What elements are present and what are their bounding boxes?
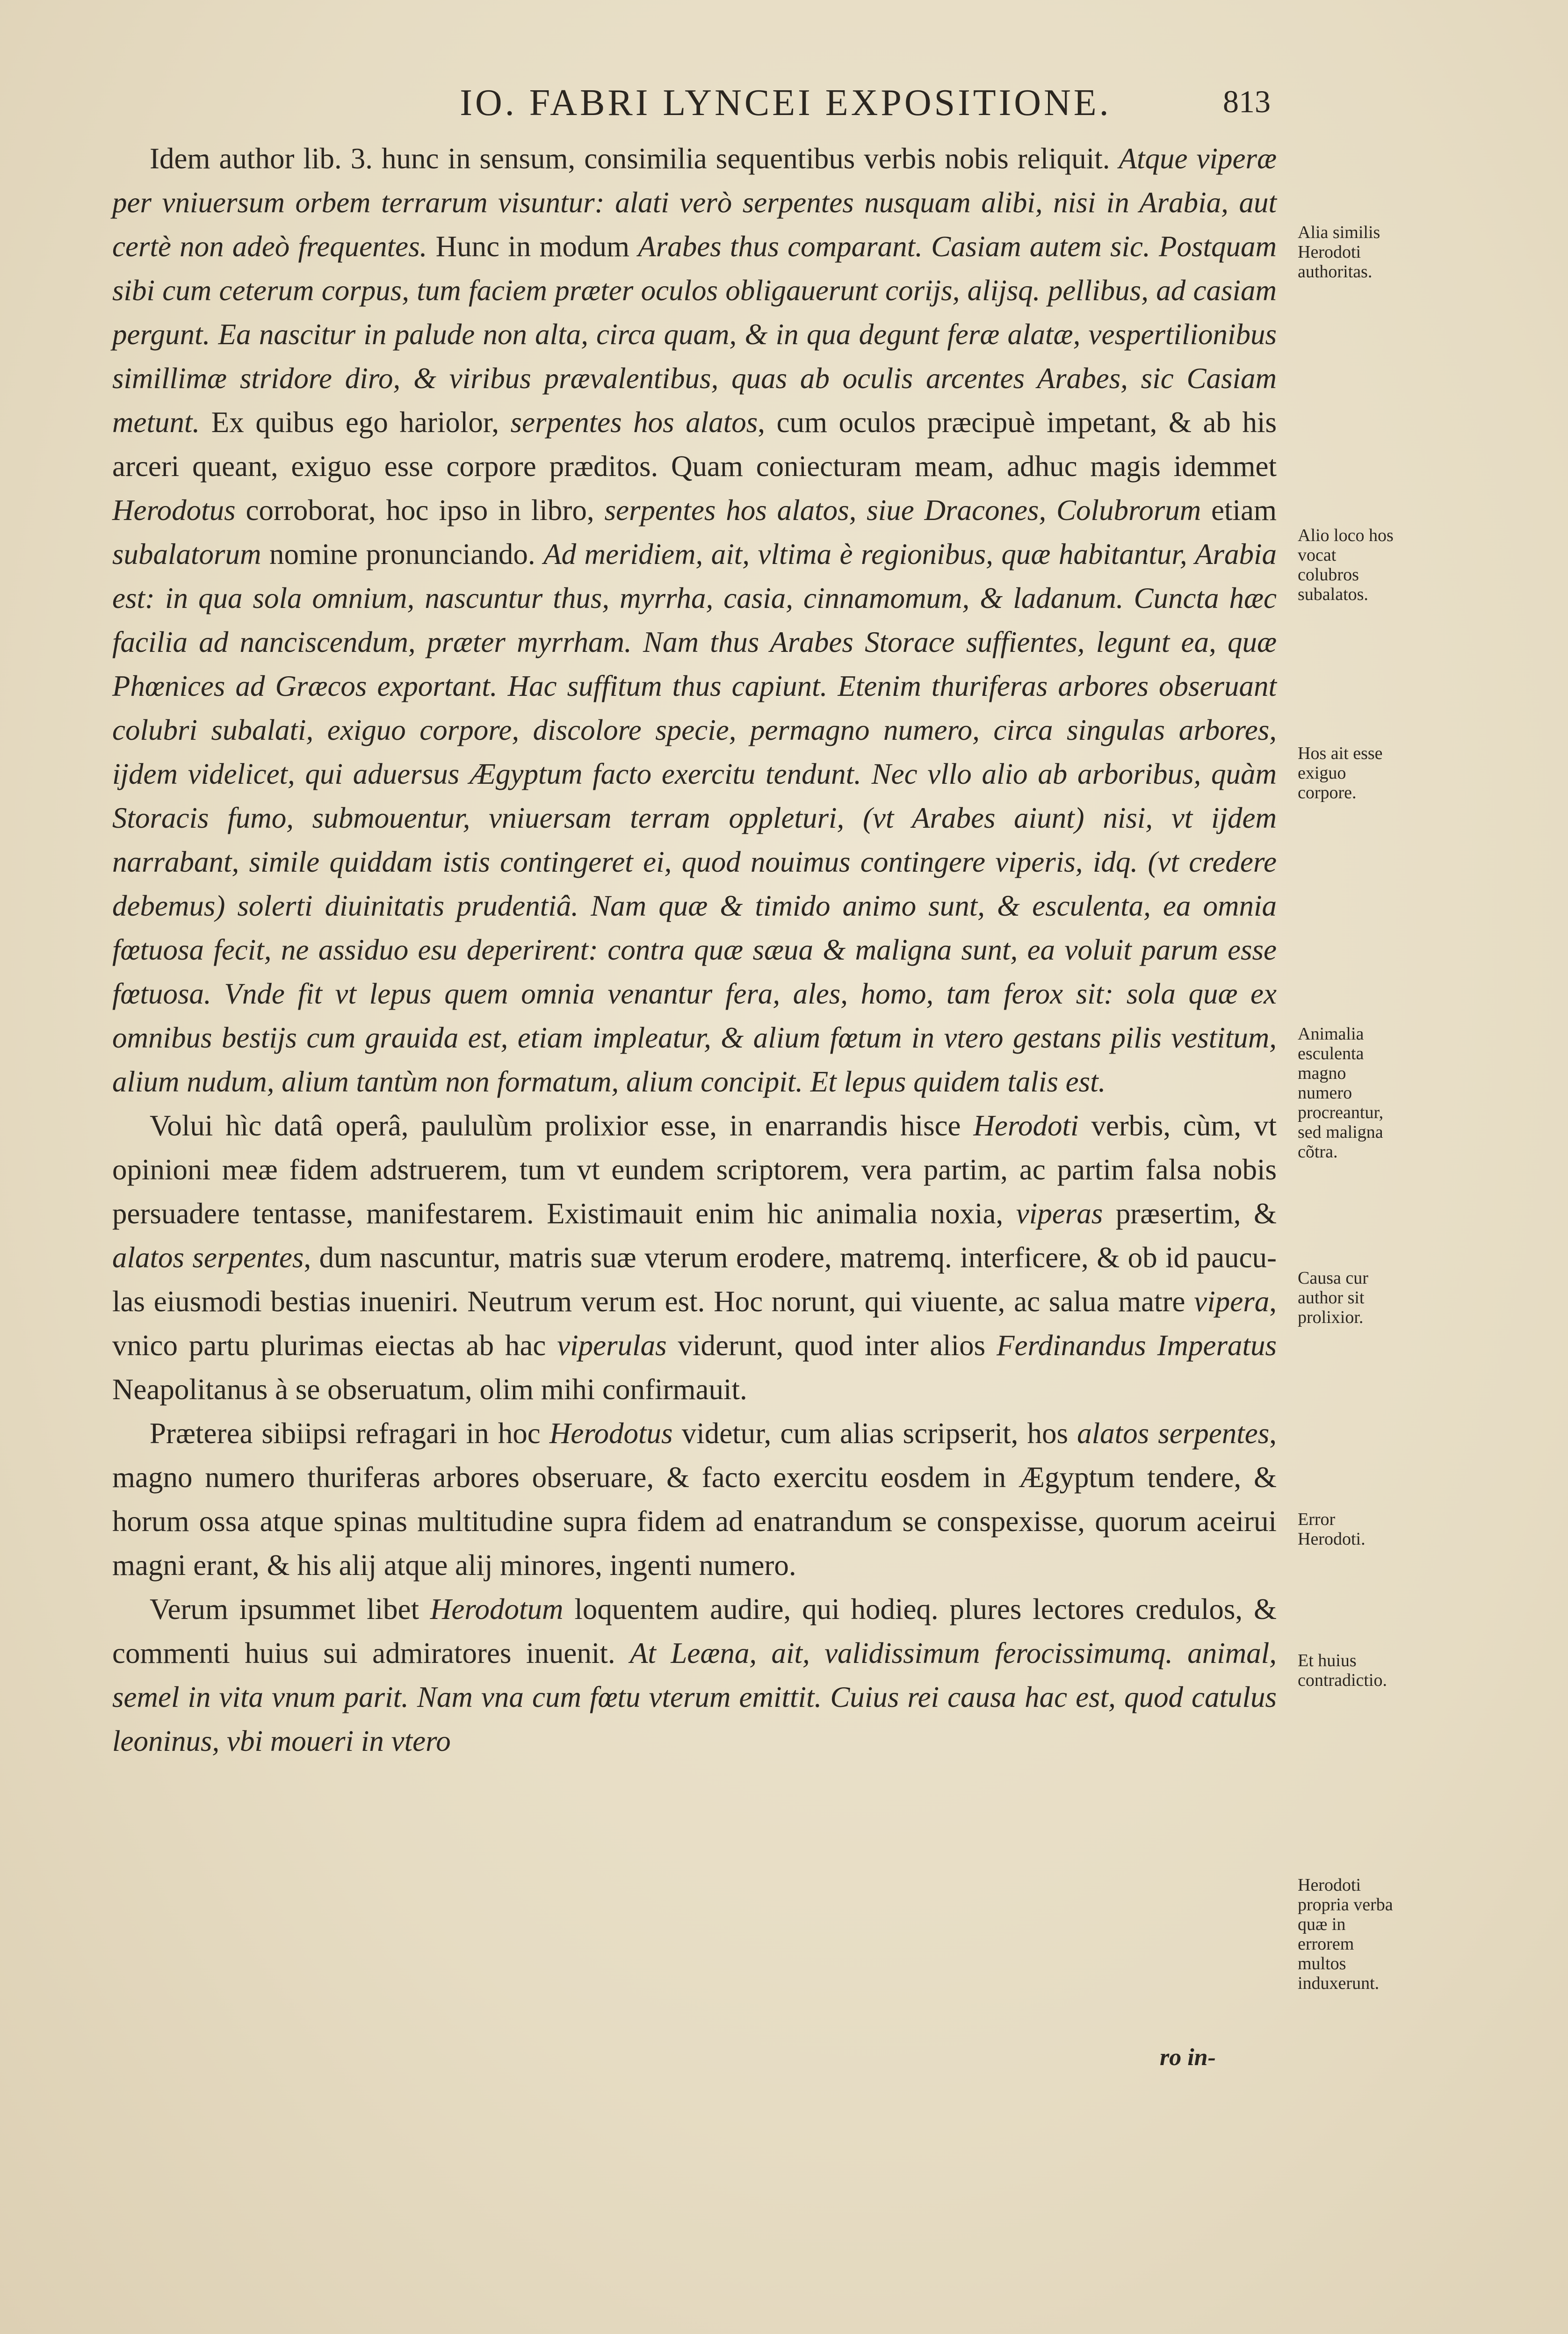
- roman-text-run: Verum ipsummet libet: [150, 1593, 430, 1626]
- italic-text-run: At Leæna, ait, validissimum ferocissimumq. animal, semel in vita vnum parit. Nam vna cum fœtu vterum emittit. Cuius rei causa hac est, quod catulus leoninus, vbi moueri in vtero: [112, 1637, 1277, 1757]
- italic-text-run: Herodotus: [549, 1417, 673, 1450]
- roman-text-run: , cum oculos præcipuè impetant, & ab his arceri queant, exiguo esse corpore præditos. Quam coniecturam meam, adhuc magis idemmet: [112, 406, 1277, 483]
- paragraph-4: [112, 1587, 1277, 1763]
- margin-note-6: Error Herodoti.: [1298, 1510, 1366, 1549]
- roman-text-run: verbis, cùm, vt opinioni meæ fidem adstruerem, tum vt eundem scriptorem, vera partim, ac partim falsa nobis persuadere tentasse, manifestarem. Existimauit enim hic animalia noxia,: [112, 1109, 1277, 1230]
- roman-text-run: corroborat, hoc ipso in libro,: [235, 494, 605, 527]
- roman-text-run: , vnico partu plurimas eiectas ab hac: [112, 1285, 1277, 1362]
- italic-text-run: Herodotus: [112, 494, 236, 527]
- roman-text-run: præsertim, &: [1103, 1197, 1277, 1230]
- roman-text-run: nomine pronunciando.: [261, 538, 544, 571]
- roman-text-run: Præterea sibiipsi refragari in hoc: [150, 1417, 549, 1450]
- italic-text-run: Arabes thus comparant. Casiam autem sic. Postquam sibi cum ceterum corpus, tum faciem præter oculos obligauerunt corijs, alijsq. pellibus, ad casiam pergunt. Ea nascitur in palude non alta, circa quam, & in qua degunt feræ alatæ, vespertilionibus simillimæ stridore diro, & viribus prævalentibus, quas ab oculis arcentes Arabes, sic Casiam metunt.: [112, 230, 1277, 439]
- roman-text-run: viderunt, quod inter alios: [666, 1329, 997, 1362]
- margin-note-1: Alia similis Herodoti authoritas.: [1298, 223, 1380, 282]
- roman-text-run: Neapolitanus à se obseruatum, olim mihi confirmauit.: [112, 1373, 747, 1406]
- roman-text-run: Idem author lib. 3. hunc in sensum, consimilia sequentibus verbis nobis reliquit.: [150, 142, 1119, 175]
- margin-note-4: Animalia esculenta magno numero procreantur, sed maligna cõtra.: [1298, 1024, 1384, 1162]
- roman-text-run: Hunc in modum: [427, 230, 638, 263]
- italic-text-run: serpentes hos alatos: [510, 406, 758, 439]
- paragraph-2: [112, 1104, 1277, 1411]
- roman-text-run: etiam: [1201, 494, 1277, 527]
- italic-text-run: serpentes hos alatos, siue Dracones, Colubrorum: [604, 494, 1201, 527]
- roman-text-run: Volui hìc datâ operâ, paululùm prolixior esse, in enarrandis hisce: [150, 1109, 974, 1142]
- margin-note-3: Hos ait esse exiguo corpore.: [1298, 744, 1383, 802]
- roman-text-run: videtur, cum alias scripserit, hos: [672, 1417, 1077, 1450]
- italic-text-run: viperulas: [557, 1329, 667, 1362]
- italic-text-run: Ferdinandus Imperatus: [997, 1329, 1277, 1362]
- paragraph-3: [112, 1411, 1277, 1587]
- running-head: IO. FABRI LYNCEI EXPOSITIONE.: [460, 82, 1112, 123]
- paragraph-1: [112, 137, 1277, 1104]
- margin-note-2: Alio loco hos vocat colubros subalatos.: [1298, 526, 1394, 604]
- italic-text-run: Atque viperæ per vniuersum orbem terrarum visuntur: alati verò serpentes nusquam alibi, nisi in Arabia, aut certè non adeò frequentes.: [112, 142, 1277, 263]
- roman-text-run: , magno numero thuriferas arbores obseruare, & facto exercitu eosdem in Ægyptum tendere, & horum ossa atque spinas multitudine supra fidem ad enatrandum se conspexisse, quorum aceirui magni erant, & his alij atque alij minores, ingenti numero.: [112, 1417, 1277, 1582]
- catchword: ro in-: [1160, 2044, 1216, 2071]
- page-number: 813: [1223, 84, 1271, 119]
- italic-text-run: Ad meridiem, ait, vltima è regionibus, quæ habitantur, Arabia est: in qua sola omnium, nascuntur thus, myrrha, casia, cinnamomum, & ladanum. Cuncta hæc facilia ad nanciscendum, præter myrrham. Nam thus Arabes Storace suffientes, legunt ea, quæ Phœnices ad Græcos exportant. Hac suffitum thus capiunt. Etenim thuriferas arbores obseruant colubri subalati, exiguo corpore, discolore specie, permagno numero, circa singulas arbores, ijdem videlicet, qui aduersus Ægyptum facto exercitu tendunt. Nec vllo alio ab arboribus, quàm Storacis fumo, submouentur, vniuersam terram oppleturi, (vt Arabes aiunt) nisi, vt ijdem narrabant, simile quiddam istis contingeret ei, quod nouimus contingere viperis, idq. (vt credere debemus) solerti diuinitatis prudentiâ. Nam quæ & timido animo sunt, & esculenta, ea omnia fœtuosa fecit, ne assiduo esu deperirent: contra quæ sæua & maligna sunt, ea voluit parum esse fœtuosa. Vnde fit vt lepus quem omnia venantur fera, ales, homo, tam ferox sit: sola quæ ex omnibus bestijs cum grauida est, etiam impleatur, & alium fœtum in vtero gestans pilis vestitum, alium nudum, alium tantùm non formatum, alium concipit. Et lepus quidem talis est.: [112, 538, 1277, 1098]
- roman-text-run: Ex quibus ego hariolor,: [200, 406, 511, 439]
- italic-text-run: viperas: [1016, 1197, 1103, 1230]
- italic-text-run: vipera: [1194, 1285, 1270, 1318]
- roman-text-run: loquentem audire, qui hodieq. plures lectores credulos, & commenti huius sui admiratores inuenit.: [112, 1593, 1277, 1669]
- italic-text-run: subalatorum: [112, 538, 261, 571]
- margin-note-5: Causa cur author sit prolixior.: [1298, 1268, 1368, 1327]
- main-text-block: [112, 137, 1277, 1763]
- italic-text-run: alatos serpentes: [1077, 1417, 1270, 1450]
- margin-note-8: Herodoti propria verba quæ in errorem multos induxerunt.: [1298, 1875, 1393, 1993]
- italic-text-run: Herodotum: [430, 1593, 564, 1626]
- margin-note-7: Et huius contradictio.: [1298, 1651, 1387, 1690]
- italic-text-run: alatos serpentes: [112, 1241, 304, 1274]
- roman-text-run: , dum nascuntur, matris suæ vterum erodere, matremq. interficere, & ob id paucu-las eiusmodi bestias inueniri. Neutrum verum est. Hoc norunt, qui viuente, ac salua matre: [112, 1241, 1277, 1318]
- italic-text-run: Herodoti: [973, 1109, 1079, 1142]
